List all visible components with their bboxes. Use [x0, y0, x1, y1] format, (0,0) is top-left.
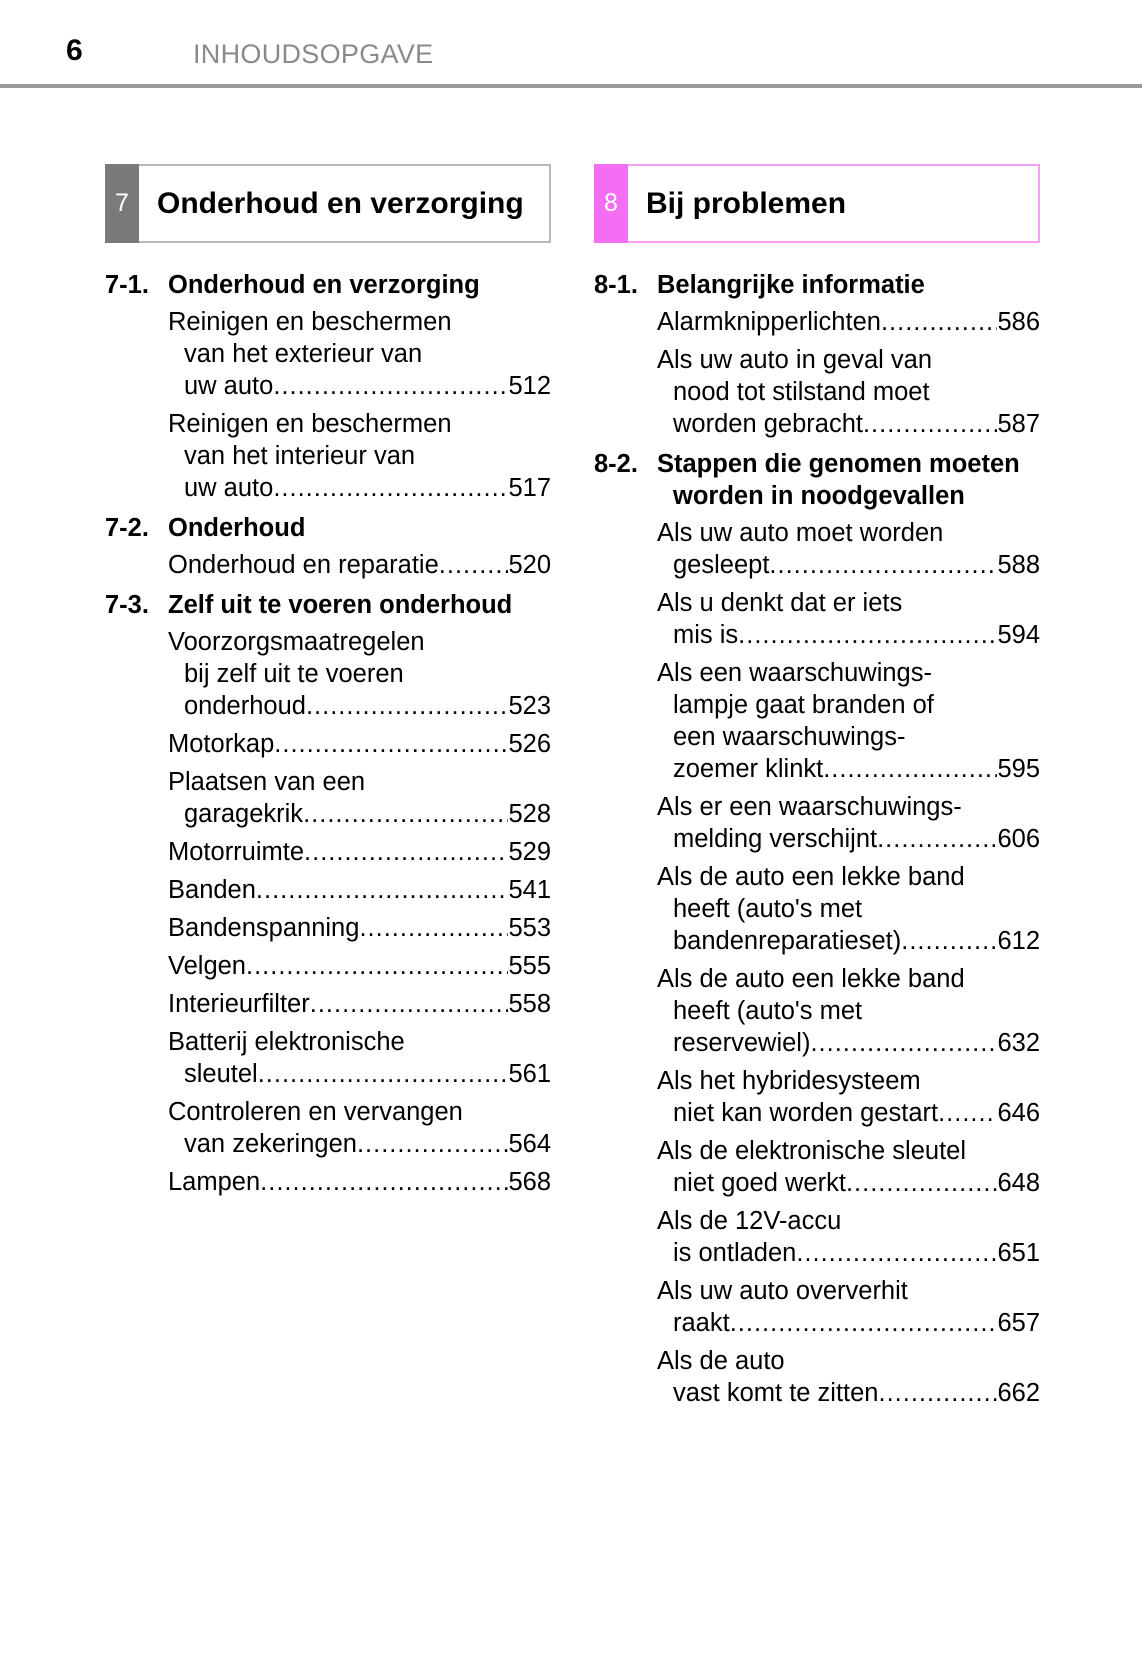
entry-last-line: [168, 836, 551, 868]
entry-last-line: [657, 1237, 1040, 1269]
entry-text: onderhoud: [184, 692, 306, 720]
toc-entry[interactable]: [168, 912, 551, 944]
entry-text: niet kan worden gestart: [673, 1099, 939, 1127]
section-title: Stappen die genomen moeten worden in noodgevallen: [657, 450, 1020, 510]
entry-text: Interieurfilter: [168, 990, 310, 1018]
toc-entry[interactable]: [657, 344, 1040, 440]
toc-section[interactable]: [594, 269, 1040, 301]
left-column: [105, 164, 551, 1204]
dot-leader: [260, 1166, 508, 1198]
entry-text: Alarmknipperlichten: [657, 308, 881, 336]
page-reference: 657: [997, 1309, 1040, 1337]
toc-entry[interactable]: [657, 1135, 1040, 1199]
entry-last-line: [657, 1377, 1040, 1409]
page-reference: 595: [997, 755, 1040, 783]
toc-entry[interactable]: [657, 1205, 1040, 1269]
chapter-number-tab: 7: [105, 164, 139, 243]
dot-leader: [359, 912, 508, 944]
entry-text: reservewiel): [673, 1029, 811, 1057]
entry-last-line: [657, 549, 1040, 581]
entry-line: Voorzorgsmaatregelen: [168, 628, 425, 656]
page-reference: 558: [508, 990, 551, 1018]
entry-text: Lampen: [168, 1168, 261, 1196]
page-reference: 588: [997, 551, 1040, 579]
entry-line: Als een waarschuwings-: [657, 659, 932, 687]
entry-line: Batterij elektronische: [168, 1028, 405, 1056]
entry-text: garagekrik: [184, 800, 304, 828]
dot-leader: [823, 753, 997, 785]
toc-entry[interactable]: [168, 728, 551, 760]
entry-text: niet goed werkt: [673, 1169, 846, 1197]
page-number: 6: [66, 34, 83, 67]
toc-entry[interactable]: [168, 950, 551, 982]
dot-leader: [258, 1058, 509, 1090]
entry-text: Motorruimte: [168, 838, 305, 866]
toc-entry[interactable]: [657, 963, 1040, 1059]
dot-leader: [877, 823, 997, 855]
toc-section[interactable]: [594, 448, 1040, 512]
chapter-header: [594, 164, 1040, 243]
dot-leader: [273, 472, 508, 504]
toc-entry[interactable]: [168, 306, 551, 402]
entry-last-line: [168, 950, 551, 982]
page-reference: 586: [997, 308, 1040, 336]
page-reference: 541: [508, 876, 551, 904]
toc-entry[interactable]: [168, 1166, 551, 1198]
page-reference: 606: [997, 825, 1040, 853]
entry-line: Als het hybridesysteem: [657, 1067, 921, 1095]
toc-entry[interactable]: [657, 1065, 1040, 1129]
dot-leader: [310, 988, 509, 1020]
header-divider: [0, 84, 1142, 88]
entry-last-line: [657, 306, 1040, 338]
toc-entry[interactable]: [657, 791, 1040, 855]
page-reference: 612: [997, 927, 1040, 955]
section-number: 8-2.: [594, 450, 638, 478]
toc-entry[interactable]: [168, 874, 551, 906]
entry-line: bij zelf uit te voeren: [184, 660, 404, 688]
entry-text: sleutel: [184, 1060, 258, 1088]
page-reference: 520: [508, 551, 551, 579]
entry-line: Als u denkt dat er iets: [657, 589, 903, 617]
toc-entry[interactable]: [168, 1096, 551, 1160]
toc-section[interactable]: [105, 512, 551, 544]
chapter-title: Bij problemen: [646, 186, 847, 220]
entry-last-line: [168, 988, 551, 1020]
entry-last-line: [168, 912, 551, 944]
entry-text: mis is: [673, 621, 739, 649]
page-reference: 517: [508, 474, 551, 502]
entry-text: van zekeringen: [184, 1130, 357, 1158]
dot-leader: [357, 1128, 509, 1160]
toc-entry[interactable]: [657, 587, 1040, 651]
toc-entry[interactable]: [168, 988, 551, 1020]
dot-leader: [863, 408, 997, 440]
entry-text: vast komt te zitten: [673, 1379, 879, 1407]
entry-text: Velgen: [168, 952, 246, 980]
entry-line: heeft (auto's met: [673, 895, 863, 923]
entry-last-line: [657, 823, 1040, 855]
right-column: [594, 164, 1040, 1415]
entry-last-line: [657, 1097, 1040, 1129]
toc-entry[interactable]: [168, 549, 551, 581]
entry-line: heeft (auto's met: [673, 997, 863, 1025]
dot-leader: [730, 1307, 998, 1339]
entry-text: gesleept: [673, 551, 770, 579]
entry-line: Plaatsen van een: [168, 768, 366, 796]
page-reference: 553: [508, 914, 551, 942]
entry-line: van het exterieur van: [184, 340, 423, 368]
page-reference: 632: [997, 1029, 1040, 1057]
entry-last-line: [657, 753, 1040, 785]
entry-line: Als er een waarschuwings-: [657, 793, 962, 821]
toc-section[interactable]: [105, 269, 551, 301]
page-reference: 523: [508, 692, 551, 720]
entry-line: Als de auto een lekke band: [657, 863, 965, 891]
entry-line: Als de auto: [657, 1347, 785, 1375]
entry-text: uw auto: [184, 474, 274, 502]
dot-leader: [938, 1097, 997, 1129]
toc-entry[interactable]: [657, 1275, 1040, 1339]
page-reference: 648: [997, 1169, 1040, 1197]
chapter-header: [105, 164, 551, 243]
page-reference: 564: [508, 1130, 551, 1158]
entry-line: Als uw auto oververhit: [657, 1277, 908, 1305]
page-reference: 529: [508, 838, 551, 866]
page-reference: 561: [508, 1060, 551, 1088]
page-reference: 555: [508, 952, 551, 980]
section-title: Onderhoud: [168, 514, 306, 542]
entry-line: Als de elektronische sleutel: [657, 1137, 967, 1165]
entry-text: raakt: [673, 1309, 730, 1337]
toc-entry[interactable]: [657, 517, 1040, 581]
toc-entry[interactable]: [657, 861, 1040, 957]
entry-last-line: [168, 874, 551, 906]
entry-text: uw auto: [184, 372, 274, 400]
dot-leader: [306, 690, 509, 722]
running-title: INHOUDSOPGAVE: [193, 39, 434, 69]
entry-text: zoemer klinkt: [673, 755, 824, 783]
dot-leader: [796, 1237, 997, 1269]
dot-leader: [246, 950, 508, 982]
page-reference: 528: [508, 800, 551, 828]
toc-list: [594, 269, 1040, 1409]
section-number: 7-3.: [105, 591, 149, 619]
toc-entry[interactable]: [168, 766, 551, 830]
dot-leader: [439, 549, 509, 581]
page-reference: 662: [997, 1379, 1040, 1407]
page-header: [0, 0, 1142, 90]
entry-last-line: [657, 1167, 1040, 1199]
page-reference: 512: [508, 372, 551, 400]
toc-entry[interactable]: [168, 836, 551, 868]
section-number: 8-1.: [594, 271, 638, 299]
page-reference: 526: [508, 730, 551, 758]
section-title: Zelf uit te voeren onderhoud: [168, 591, 513, 619]
dot-leader: [879, 1377, 998, 1409]
entry-text: bandenreparatieset): [673, 927, 902, 955]
entry-line: Controleren en vervangen: [168, 1098, 463, 1126]
entry-last-line: [168, 798, 551, 830]
dot-leader: [769, 549, 997, 581]
dot-leader: [274, 728, 508, 760]
entry-last-line: [657, 408, 1040, 440]
entry-last-line: [168, 1058, 551, 1090]
entry-line: lampje gaat branden of: [673, 691, 934, 719]
dot-leader: [881, 306, 998, 338]
entry-line: een waarschuwings-: [673, 723, 906, 751]
toc-entry[interactable]: [168, 408, 551, 504]
entry-line: Als de 12V-accu: [657, 1207, 842, 1235]
dot-leader: [738, 619, 997, 651]
dot-leader: [303, 798, 508, 830]
section-number: 7-2.: [105, 514, 149, 542]
entry-line: Als de auto een lekke band: [657, 965, 965, 993]
entry-text: worden gebracht: [673, 410, 863, 438]
entry-last-line: [657, 1027, 1040, 1059]
toc-entry[interactable]: [657, 306, 1040, 338]
entry-text: melding verschijnt: [673, 825, 878, 853]
dot-leader: [810, 1027, 997, 1059]
entry-text: Banden: [168, 876, 256, 904]
entry-text: Bandenspanning: [168, 914, 360, 942]
entry-last-line: [657, 925, 1040, 957]
section-title: Belangrijke informatie: [657, 271, 925, 299]
entry-text: Motorkap: [168, 730, 275, 758]
entry-last-line: [168, 728, 551, 760]
page-reference: 568: [508, 1168, 551, 1196]
entry-text: Onderhoud en reparatie: [168, 551, 439, 579]
entry-last-line: [168, 472, 551, 504]
toc-entry[interactable]: [168, 1026, 551, 1090]
entry-last-line: [168, 1128, 551, 1160]
entry-last-line: [657, 1307, 1040, 1339]
entry-last-line: [168, 370, 551, 402]
entry-text: is ontladen: [673, 1239, 797, 1267]
entry-line: nood tot stilstand moet: [673, 378, 930, 406]
entry-line: Reinigen en beschermen: [168, 308, 452, 336]
section-number: 7-1.: [105, 271, 149, 299]
dot-leader: [256, 874, 509, 906]
toc-section[interactable]: [105, 589, 551, 621]
page-reference: 651: [997, 1239, 1040, 1267]
entry-line: Als uw auto in geval van: [657, 346, 932, 374]
dot-leader: [901, 925, 997, 957]
toc-entry[interactable]: [657, 657, 1040, 785]
dot-leader: [846, 1167, 998, 1199]
page-reference: 646: [997, 1099, 1040, 1127]
entry-line: Als uw auto moet worden: [657, 519, 944, 547]
toc-list: [105, 269, 551, 1198]
dot-leader: [273, 370, 508, 402]
entry-line: van het interieur van: [184, 442, 416, 470]
entry-last-line: [657, 619, 1040, 651]
entry-last-line: [168, 690, 551, 722]
section-title: Onderhoud en verzorging: [168, 271, 480, 299]
entry-line: Reinigen en beschermen: [168, 410, 452, 438]
entry-last-line: [168, 549, 551, 581]
entry-last-line: [168, 1166, 551, 1198]
toc-entry[interactable]: [168, 626, 551, 722]
chapter-title: Onderhoud en verzorging: [157, 186, 524, 220]
page-reference: 587: [997, 410, 1040, 438]
dot-leader: [304, 836, 508, 868]
page-reference: 594: [997, 621, 1040, 649]
chapter-number-tab: 8: [594, 164, 628, 243]
toc-entry[interactable]: [657, 1345, 1040, 1409]
